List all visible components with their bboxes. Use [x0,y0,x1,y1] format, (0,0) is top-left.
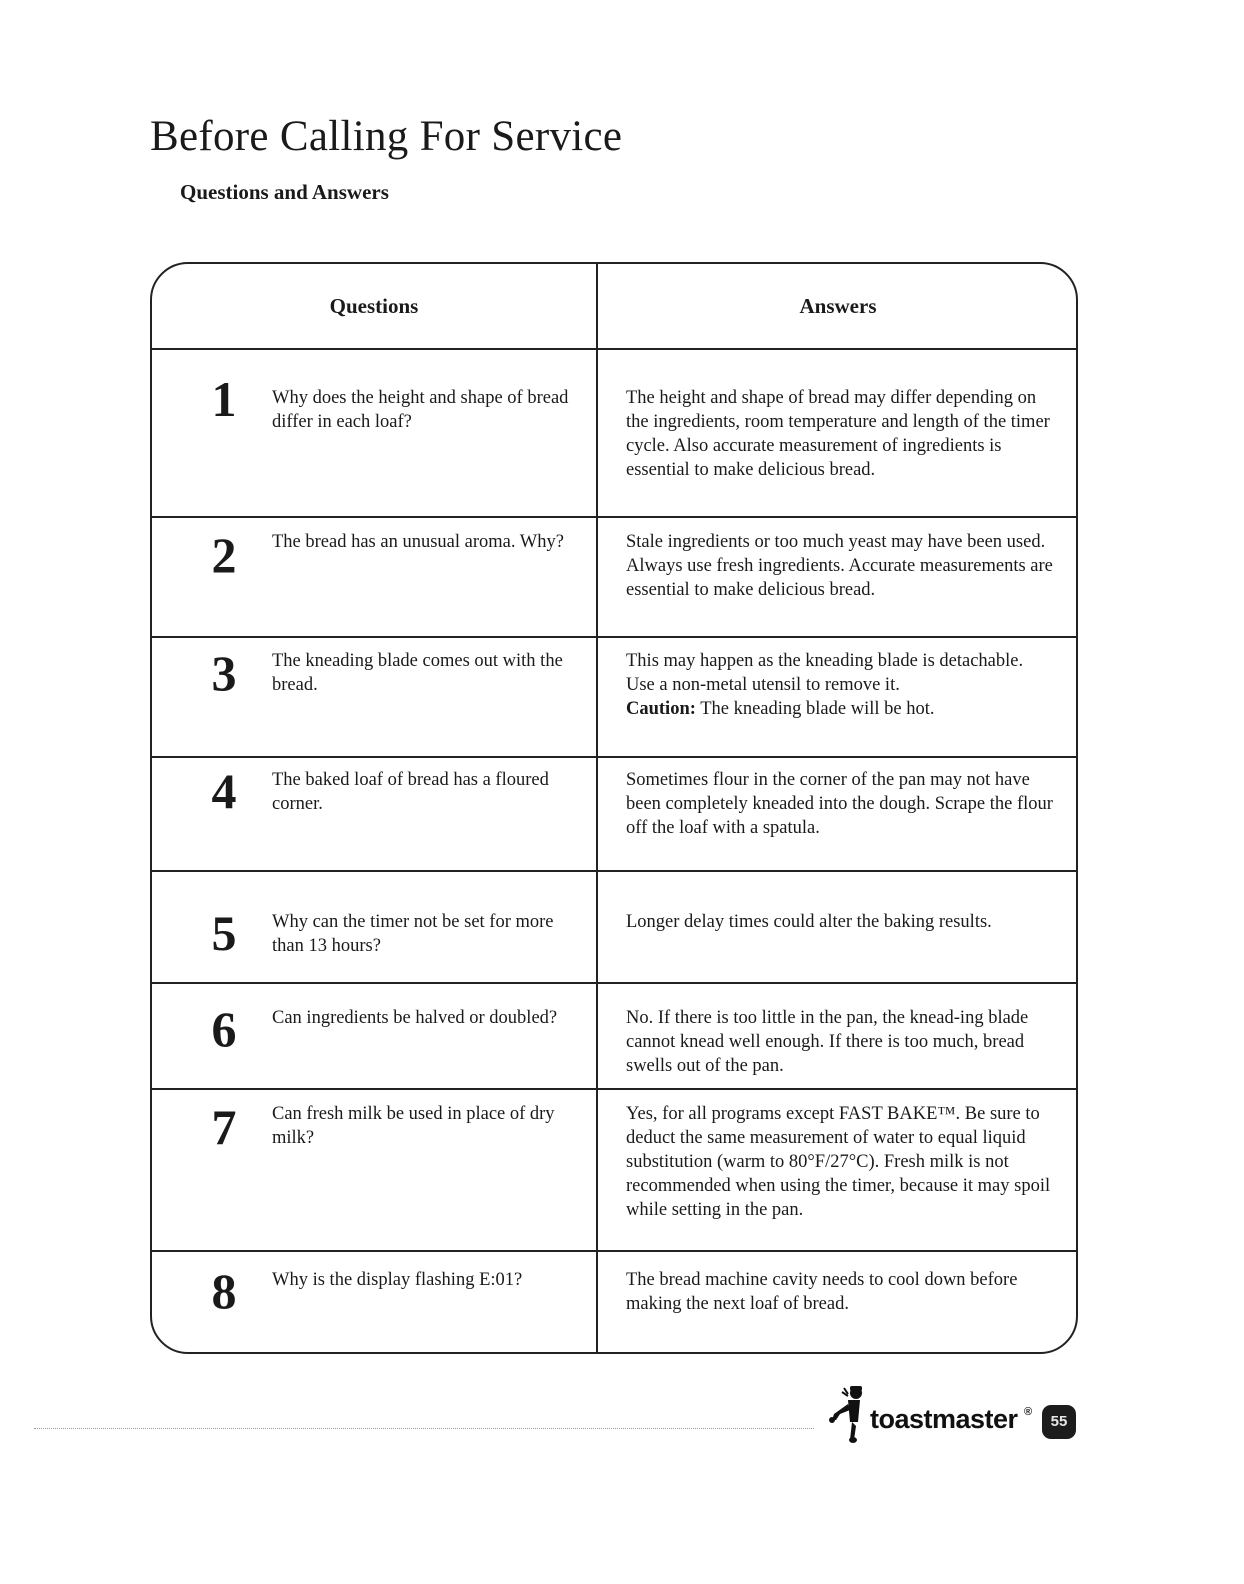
answer-text: No. If there is too little in the pan, the knead-ing blade cannot knead well enough. If there is too much, bread swells out of the pan. [626,1008,1029,1076]
answer-body: This may happen as the kneading blade is detachable. Use a non-metal utensil to remove it. [626,651,1024,695]
question-text: Can fresh milk be used in place of dry milk? [272,1104,555,1148]
qa-row-1 [152,350,1076,518]
qa-row-4 [152,758,1076,872]
qa-row-7 [152,1090,1076,1252]
question-number: 6 [211,1001,237,1057]
question-text: Why is the display flashing E:01? [272,1270,523,1290]
qa-table [150,262,1078,1354]
answer-text: The height and shape of bread may differ depending on the ingredients, room temperature and length of the timer cycle. Also accurate measurement of ingredients is essential to make delicious bread. [626,388,1050,480]
question-text: Can ingredients be halved or doubled? [272,1008,558,1028]
caution-text: The kneading blade will be hot. [700,699,935,719]
question-number: 5 [211,905,237,961]
answer-text: Yes, for all programs except FAST BAKE™. Be sure to deduct the same measurement of water to equal liquid substitution (warm to 80°F/27°C). Fresh milk is not recommended when using the timer, because it may spoil while setting in the pan. [626,1104,1051,1220]
answer-text: Longer delay times could alter the baking results. [626,912,992,932]
qa-row-6 [152,984,1076,1090]
question-number: 8 [211,1263,237,1319]
question-number: 4 [211,763,237,819]
registered-mark: ® [1024,1406,1033,1418]
caution-label: Caution: [626,699,696,719]
question-number: 2 [211,527,237,583]
answer-text: Sometimes flour in the corner of the pan may not have been completely kneaded into the dough. Scrape the flour off the loaf with a spatula. [626,770,1053,838]
brand-logo [826,1384,1033,1444]
footer-dotted-rule [34,1428,814,1429]
answers-header: Answers [799,294,877,318]
question-number: 1 [211,371,237,427]
question-number: 7 [211,1099,237,1155]
qa-row-2 [152,518,1076,638]
qa-row-8 [152,1252,1076,1352]
page-title: Before Calling For Service [150,113,623,160]
question-text: The kneading blade comes out with the bread. [272,651,563,695]
question-text: The baked loaf of bread has a floured corner. [272,770,549,814]
chef-mascot-icon [826,1384,870,1444]
answer-text: The bread machine cavity needs to cool down before making the next loaf of bread. [626,1270,1018,1314]
answer-text [626,649,1056,721]
brand-name: toastmaster [870,1404,1018,1434]
page-number-badge: 55 [1042,1405,1076,1439]
table-header-row [152,264,1076,350]
question-text: Why does the height and shape of bread differ in each loaf? [272,388,569,432]
answer-text: Stale ingredients or too much yeast may have been used. Always use fresh ingredients. Accurate measurements are essential to make delicious bread. [626,532,1053,600]
questions-header: Questions [329,294,419,318]
question-text: The bread has an unusual aroma. Why? [272,532,564,552]
question-text: Why can the timer not be set for more than 13 hours? [272,912,554,956]
qa-row-3 [152,638,1076,758]
page-subtitle: Questions and Answers [180,180,389,204]
qa-row-5 [152,872,1076,984]
question-number: 3 [211,645,237,701]
